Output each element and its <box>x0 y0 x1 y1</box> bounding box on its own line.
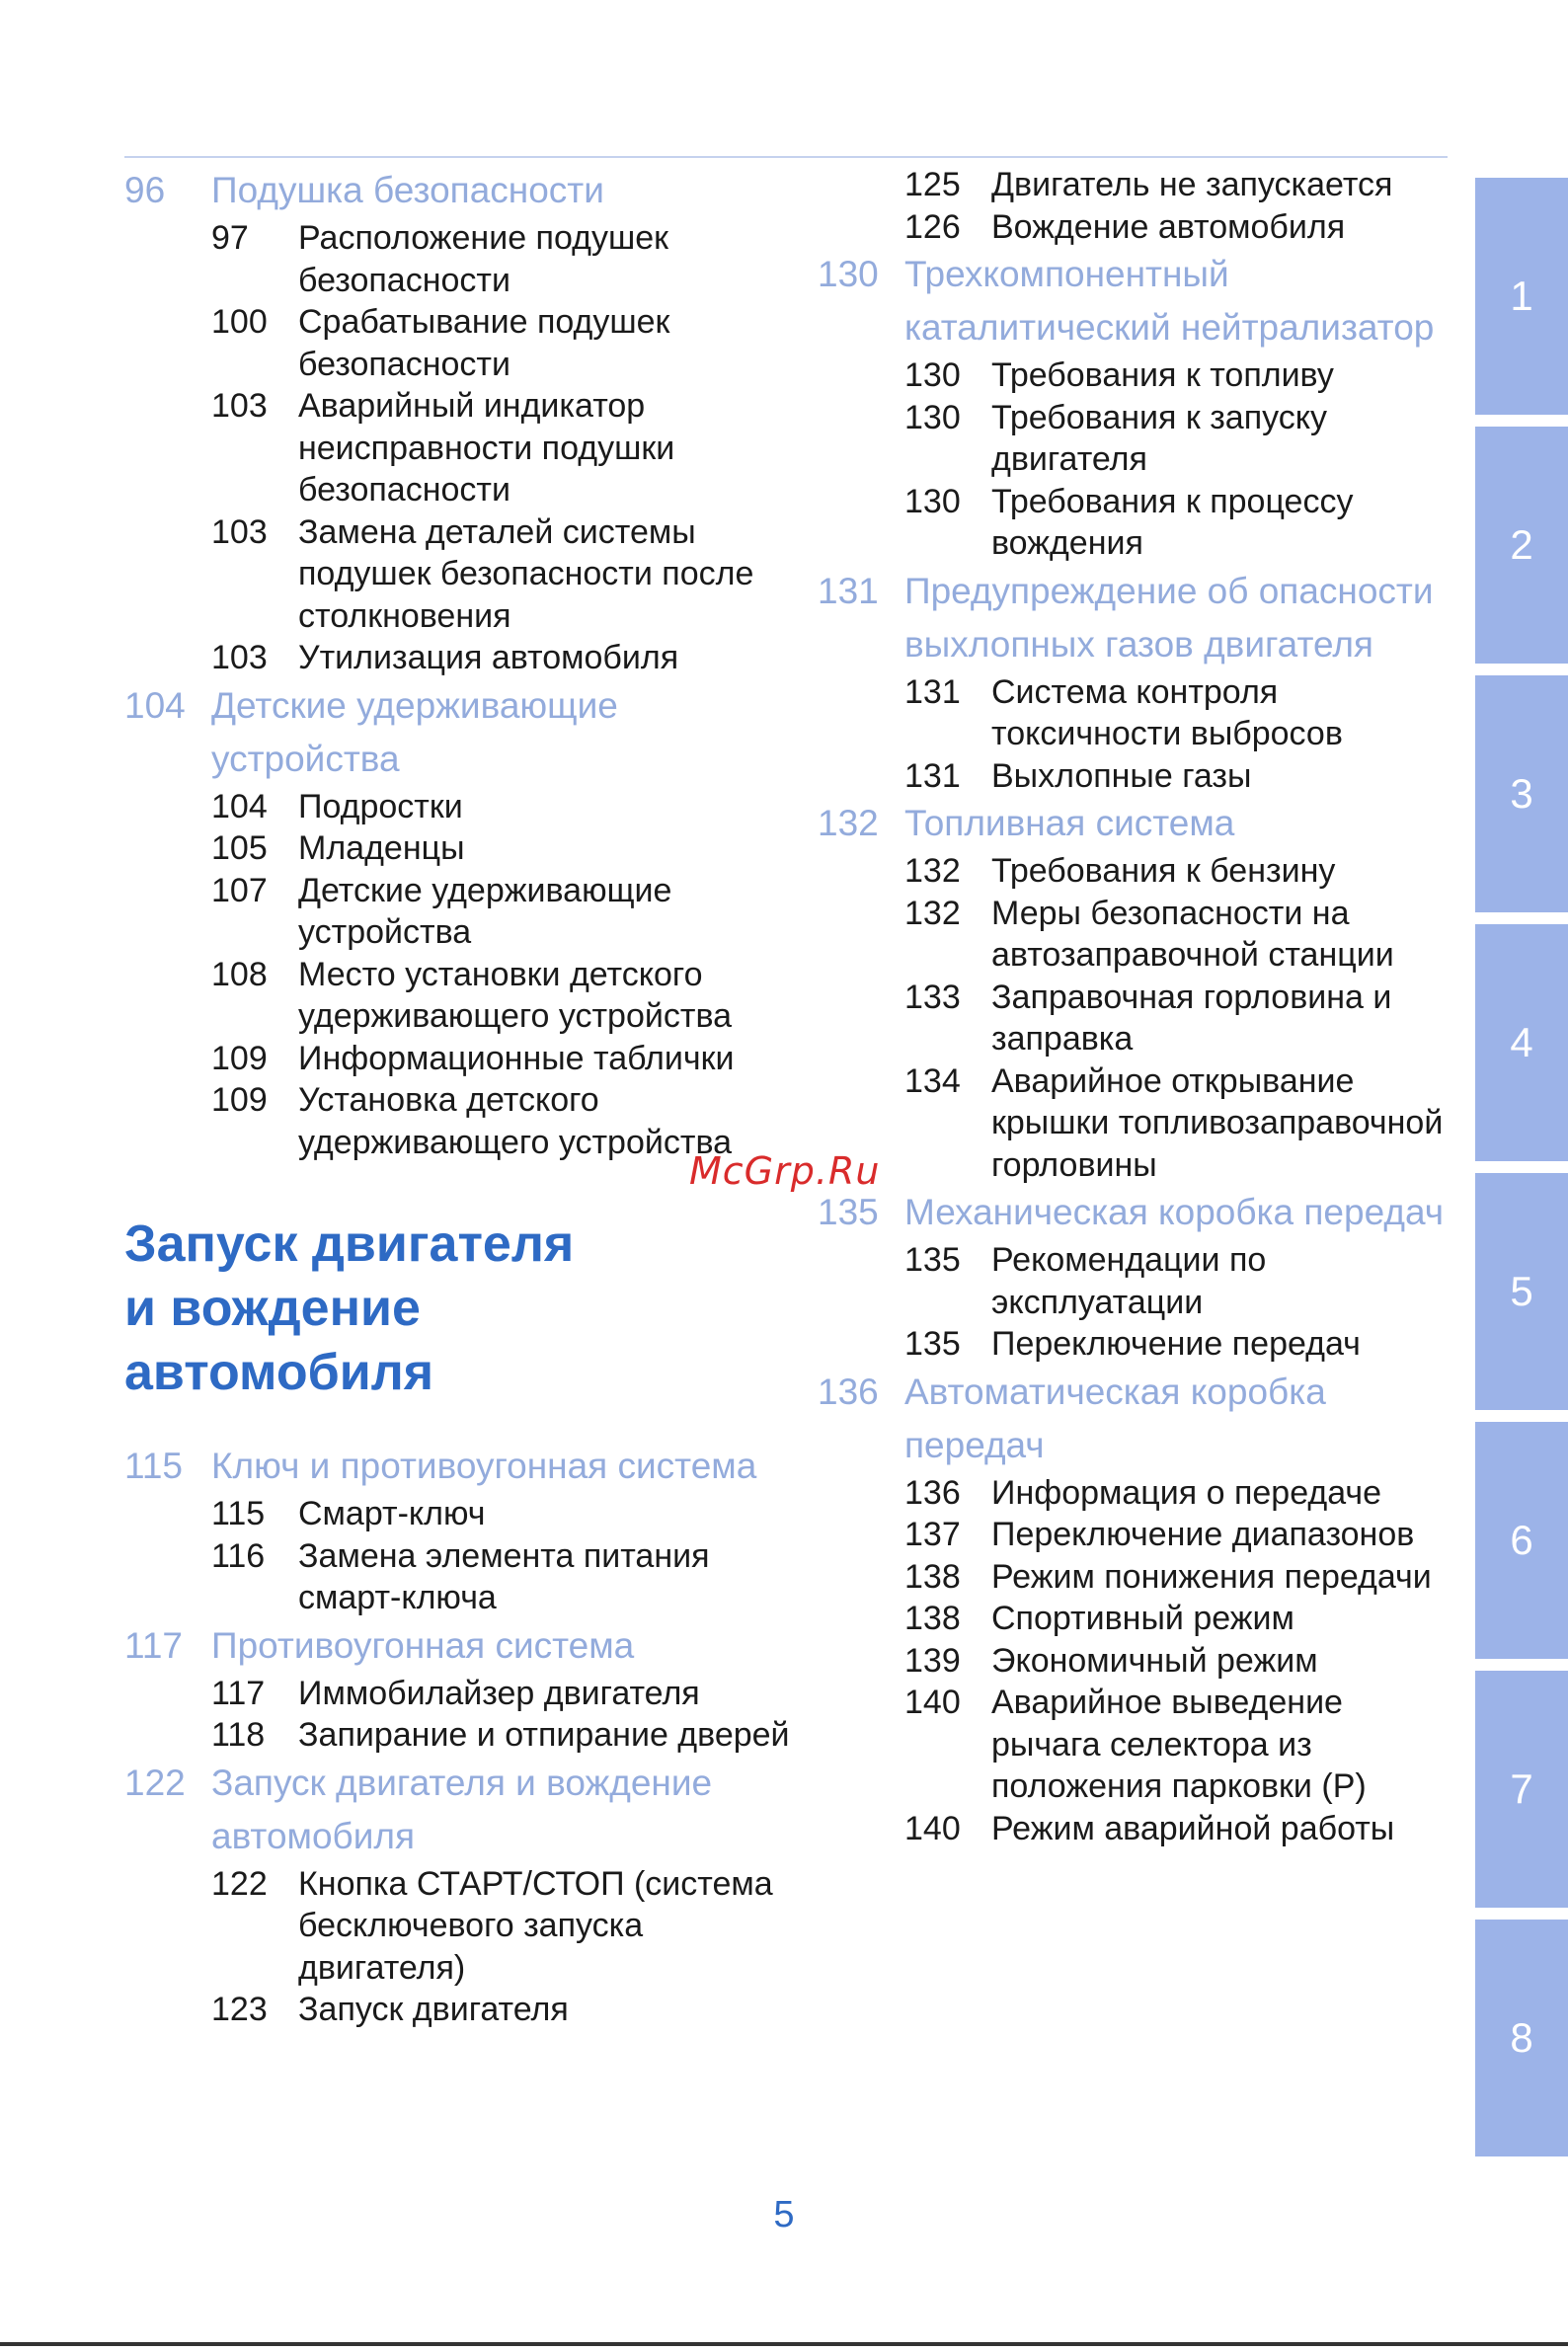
page-ref: 108 <box>211 955 268 993</box>
entry-title: Расположение подушек безопасности <box>298 219 669 299</box>
page-ref: 132 <box>904 852 961 890</box>
chapter-tab-1[interactable]: 1 <box>1475 178 1568 415</box>
toc-section[interactable] <box>818 1186 1459 1239</box>
page-ref: 109 <box>211 1039 268 1077</box>
toc-entry[interactable] <box>124 1673 816 1715</box>
chapter-tab-5[interactable]: 5 <box>1475 1173 1568 1410</box>
toc-entry[interactable] <box>818 1640 1459 1683</box>
entry-title: Противоугонная система <box>211 1624 635 1666</box>
page-ref: 135 <box>818 1192 879 1232</box>
entry-title: Переключение диапазонов <box>991 1516 1415 1553</box>
page-ref: 105 <box>211 829 268 867</box>
page-ref: 135 <box>904 1325 961 1363</box>
page-ref: 137 <box>904 1516 961 1553</box>
entry-title: Рекомендации по эксплуатации <box>991 1241 1267 1321</box>
page-ref: 131 <box>818 570 879 611</box>
entry-title: Место установки детского удерживающего устройства <box>298 955 733 1035</box>
toc-section[interactable] <box>124 164 816 217</box>
toc-section[interactable] <box>124 1440 816 1493</box>
page-ref: 132 <box>904 894 961 932</box>
page-ref: 117 <box>124 1624 183 1666</box>
toc-section[interactable] <box>124 1757 816 1863</box>
toc-entry[interactable] <box>818 1060 1459 1187</box>
toc-entry[interactable] <box>818 1323 1459 1366</box>
entry-title: Требования к топливу <box>991 356 1334 394</box>
entry-title: Режим понижения передачи <box>991 1557 1432 1596</box>
page-ref: 130 <box>818 254 879 294</box>
entry-title: Требования к процессу вождения <box>991 482 1354 562</box>
entry-title: Предупреждение об опасности выхлопных газов двигателя <box>904 570 1434 665</box>
page-number: 5 <box>773 2194 795 2235</box>
watermark: McGrp.Ru <box>689 1149 881 1193</box>
page-ref: 109 <box>211 1081 268 1119</box>
entry-title: Система контроля токсичности выбросов <box>991 672 1343 752</box>
toc-entry[interactable] <box>124 637 816 679</box>
page-ref: 136 <box>904 1473 961 1512</box>
toc-entry[interactable] <box>818 1808 1459 1850</box>
toc-entry[interactable] <box>818 1682 1459 1808</box>
toc-entry[interactable] <box>124 511 816 638</box>
page-ref: 140 <box>904 1809 961 1847</box>
header-rule <box>124 156 1448 158</box>
page-ref: 131 <box>904 672 961 711</box>
toc-entry[interactable] <box>124 301 816 385</box>
page-ref: 123 <box>211 1991 268 2028</box>
entry-title: Требования к запуску двигателя <box>991 398 1327 478</box>
entry-title: Трехкомпонентный каталитический нейтрализатор <box>904 254 1435 348</box>
page-ref: 130 <box>904 398 961 436</box>
toc-entry[interactable] <box>818 1598 1459 1640</box>
entry-title: Детские удерживающие устройства <box>298 871 672 951</box>
page-ref: 117 <box>211 1674 266 1712</box>
toc-entry[interactable] <box>818 481 1459 565</box>
page-ref: 103 <box>211 639 268 676</box>
toc-entry[interactable] <box>124 870 816 954</box>
entry-title: Подушка безопасности <box>211 170 604 210</box>
page-ref: 103 <box>211 512 268 551</box>
chapter-heading: Запуск двигателя и вождение автомобиля <box>124 1215 575 1401</box>
toc-entry[interactable] <box>818 354 1459 397</box>
page-ref: 139 <box>904 1641 961 1680</box>
toc-entry[interactable] <box>124 385 816 511</box>
toc-section[interactable] <box>124 1619 816 1673</box>
toc-entry[interactable] <box>818 977 1459 1060</box>
entry-title: Подростки <box>298 787 463 825</box>
page-ref: 138 <box>904 1557 961 1596</box>
entry-title: Требования к бензину <box>991 852 1336 890</box>
entry-title: Автоматическая коробка передач <box>904 1371 1326 1465</box>
toc-entry[interactable] <box>818 206 1459 249</box>
toc-section[interactable] <box>124 679 816 786</box>
toc-entry[interactable] <box>818 1239 1459 1323</box>
toc-entry[interactable] <box>124 1714 816 1757</box>
toc-entry[interactable] <box>124 1863 816 1990</box>
page-ref: 97 <box>211 219 249 257</box>
toc-entry[interactable] <box>124 1535 816 1619</box>
toc-entry[interactable] <box>818 1472 1459 1515</box>
entry-title: Замена элемента питания смарт-ключа <box>298 1536 710 1616</box>
page-ref: 122 <box>211 1864 268 1903</box>
entry-title: Информационные таблички <box>298 1039 735 1077</box>
page-ref: 132 <box>818 803 879 843</box>
entry-title: Смарт-ключ <box>298 1495 486 1532</box>
entry-title: Режим аварийной работы <box>991 1809 1395 1847</box>
entry-title: Механическая коробка передач <box>904 1192 1444 1232</box>
page-ref: 125 <box>904 166 961 203</box>
entry-title: Кнопка СТАРТ/СТОП (система бесключевого запуска двигателя) <box>298 1864 773 1987</box>
entry-title: Запуск двигателя <box>298 1991 569 2028</box>
chapter-tab-8[interactable]: 8 <box>1475 1920 1568 2156</box>
page-ref: 135 <box>904 1241 961 1279</box>
page-ref: 134 <box>904 1061 961 1100</box>
chapter-tab-7[interactable]: 7 <box>1475 1671 1568 1908</box>
toc-entry[interactable] <box>818 850 1459 893</box>
entry-title: Аварийное выведение рычага селектора из положения парковки (P) <box>991 1684 1367 1805</box>
page-ref: 104 <box>124 684 186 726</box>
toc-entry[interactable] <box>124 786 816 828</box>
entry-title: Вождение автомобиля <box>991 207 1346 246</box>
entry-title: Запирание и отпирание дверей <box>298 1716 790 1754</box>
page-ref: 136 <box>818 1371 879 1412</box>
toc-left-column <box>124 164 816 2031</box>
entry-title: Топливная система <box>904 803 1235 843</box>
page-ref: 96 <box>124 170 166 210</box>
page-ref: 100 <box>211 303 268 341</box>
entry-title: Информация о передаче <box>991 1473 1381 1512</box>
page-ref: 131 <box>904 756 961 795</box>
toc-section[interactable] <box>818 1366 1459 1472</box>
page-ref: 116 <box>211 1536 266 1575</box>
toc-entry[interactable] <box>818 1514 1459 1556</box>
entry-title: Иммобилайзер двигателя <box>298 1674 700 1712</box>
entry-title: Двигатель не запускается <box>991 166 1393 203</box>
chapter-tab-6[interactable]: 6 <box>1475 1422 1568 1659</box>
toc-entry[interactable] <box>818 755 1459 798</box>
entry-title: Детские удерживающие устройства <box>211 684 618 779</box>
toc-entry[interactable] <box>818 397 1459 481</box>
toc-section[interactable] <box>818 797 1459 850</box>
entry-title: Утилизация автомобиля <box>298 639 679 676</box>
page-ref: 138 <box>904 1600 961 1637</box>
toc-entry[interactable] <box>124 1038 816 1080</box>
entry-title: Замена деталей системы подушек безопасности после столкновения <box>298 512 754 635</box>
toc-entry[interactable] <box>124 1493 816 1535</box>
chapter-tab-4[interactable]: 4 <box>1475 924 1568 1161</box>
chapter-tab-2[interactable]: 2 <box>1475 427 1568 664</box>
page-ref: 133 <box>904 978 961 1016</box>
toc-right-column <box>818 164 1459 1849</box>
page-ref: 104 <box>211 787 268 825</box>
toc-entry[interactable] <box>818 671 1459 755</box>
page-ref: 107 <box>211 871 268 909</box>
page-ref: 103 <box>211 387 268 425</box>
entry-title: Аварийный индикатор неисправности подушки безопасности <box>298 387 675 509</box>
entry-title: Переключение передач <box>991 1325 1361 1363</box>
toc-entry[interactable] <box>124 1989 816 2031</box>
chapter-tab-3[interactable]: 3 <box>1475 675 1568 912</box>
toc-entry[interactable] <box>818 893 1459 977</box>
entry-title: Младенцы <box>298 829 465 867</box>
page-ref: 130 <box>904 482 961 520</box>
toc-entry[interactable] <box>818 1556 1459 1599</box>
footer-rule <box>0 2342 1568 2346</box>
page-ref: 140 <box>904 1684 961 1721</box>
entry-title: Ключ и противоугонная система <box>211 1446 757 1486</box>
toc-section[interactable] <box>818 565 1459 671</box>
entry-title: Установка детского удерживающего устройства <box>298 1081 733 1161</box>
entry-title: Запуск двигателя и вождение автомобиля <box>211 1762 713 1856</box>
page-ref: 118 <box>211 1716 266 1754</box>
entry-title: Заправочная горловина и заправка <box>991 978 1392 1058</box>
entry-title: Экономичный режим <box>991 1641 1318 1680</box>
page-ref: 115 <box>124 1446 183 1486</box>
toc-entry[interactable] <box>124 954 816 1038</box>
page-ref: 130 <box>904 356 961 394</box>
page-ref: 122 <box>124 1762 186 1803</box>
toc-entry[interactable] <box>124 217 816 301</box>
entry-title: Срабатывание подушек безопасности <box>298 303 670 383</box>
entry-title: Меры безопасности на автозаправочной станции <box>991 894 1394 974</box>
entry-title: Спортивный режим <box>991 1600 1294 1637</box>
toc-section[interactable] <box>818 248 1459 354</box>
toc-entry[interactable] <box>124 827 816 870</box>
toc-entry[interactable] <box>818 164 1459 206</box>
page-ref: 126 <box>904 207 961 246</box>
page-ref: 115 <box>211 1495 266 1532</box>
entry-title: Аварийное открывание крышки топливозаправочной горловины <box>991 1061 1444 1184</box>
entry-title: Выхлопные газы <box>991 756 1252 795</box>
